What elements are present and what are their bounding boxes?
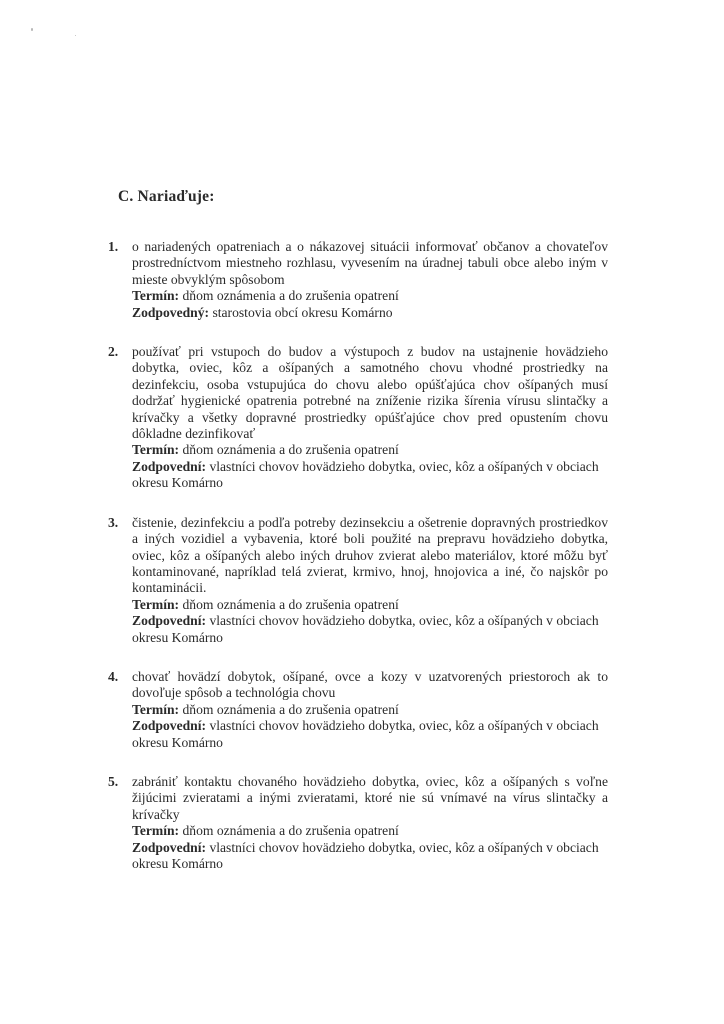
- responsible-value: starostovia obcí okresu Komárno: [209, 304, 393, 320]
- term-line: [132, 288, 608, 304]
- term-value: dňom oznámenia a do zrušenia opatrení: [179, 288, 399, 304]
- responsible-label: Zodpovední:: [132, 839, 207, 855]
- ordinance-item: [108, 344, 608, 492]
- item-text: používať pri vstupoch do budov a výstupoch z budov na ustajnenie hovädzieho dobytka, oviec, kôz a ošípaných a samotného chovu vhodné prostriedky na dezinfekciu, osoba vstupujúca do chovu alebo opúšťajúca chov ošípaných musí dodržať hygienické opatrenia potrebné na zníženie rizika šírenia vírusu slintačky a krívačky a všetky dopravné prostriedky opúšťajúce chov pred opustením chovu dôkladne dezinfikovať: [132, 344, 608, 442]
- item-number: 4.: [108, 668, 119, 684]
- term-value: dňom oznámenia a do zrušenia opatrení: [179, 596, 399, 612]
- responsible-label: Zodpovedný:: [132, 304, 210, 320]
- item-number: 1.: [108, 239, 119, 254]
- responsible-line: [132, 718, 608, 751]
- term-label: Termín:: [132, 701, 180, 717]
- responsible-label: Zodpovední:: [132, 613, 207, 629]
- responsible-value: vlastníci chovov hovädzieho dobytka, oviec, kôz a ošípaných v obciach okresu Komárno: [132, 613, 599, 645]
- scan-speck: [31, 28, 33, 31]
- item-text: chovať hovädzí dobytok, ošípané, ovce a kozy v uzatvorených priestoroch ak to dovoľuje spôsob a technológia chovu: [132, 668, 608, 701]
- ordinance-item: [108, 515, 608, 646]
- ordinance-list: [108, 239, 608, 872]
- term-line: [132, 702, 608, 718]
- responsible-line: [132, 459, 608, 492]
- item-text: čistenie, dezinfekciu a podľa potreby dezinsekciu a ošetrenie dopravných prostriedkov a iných vozidiel a vybavenia, ktoré boli použité na prepravu hovädzieho dobytka, oviec, kôz a ošípaných alebo iných druhov zvierat alebo materiálov, ktoré môžu byť kontaminované, napríklad telá zvierat, krmivo, hnoj, hnojovica a iné, čo najskôr po kontaminácii.: [132, 514, 608, 596]
- term-label: Termín:: [132, 288, 180, 304]
- term-label: Termín:: [132, 823, 180, 839]
- section-heading: C. Nariaďuje:: [118, 188, 215, 205]
- responsible-value: vlastníci chovov hovädzieho dobytka, oviec, kôz a ošípaných v obciach okresu Komárno: [132, 839, 599, 871]
- scan-speck: [75, 35, 76, 36]
- term-label: Termín:: [132, 442, 180, 458]
- item-text: o nariadených opatreniach a o nákazovej situácii informovať občanov a chovateľov prostredníctvom miestneho rozhlasu, vyvesením na úradnej tabuli obce alebo iným v mieste obvyklým spôsobom: [132, 239, 608, 287]
- item-text: zabrániť kontaktu chovaného hovädzieho dobytka, oviec, kôz a ošípaných s voľne žijúcimi zvieratami a inými zvieratami, ktoré nie sú vnímavé na vírus slintačky a krívačky: [132, 773, 608, 822]
- responsible-label: Zodpovední:: [132, 458, 207, 474]
- term-value: dňom oznámenia a do zrušenia opatrení: [179, 701, 399, 717]
- term-value: dňom oznámenia a do zrušenia opatrení: [179, 823, 399, 839]
- responsible-line: [132, 613, 608, 646]
- ordinance-item: [108, 239, 608, 321]
- ordinance-item: [108, 774, 608, 872]
- term-label: Termín:: [132, 596, 180, 612]
- ordinance-item: [108, 669, 608, 751]
- term-value: dňom oznámenia a do zrušenia opatrení: [179, 442, 399, 458]
- item-number: 3.: [108, 514, 119, 530]
- responsible-value: vlastníci chovov hovädzieho dobytka, oviec, kôz a ošípaných v obciach okresu Komárno: [132, 718, 599, 750]
- item-number: 5.: [108, 773, 119, 789]
- responsible-line: [132, 840, 608, 873]
- term-line: [132, 442, 608, 458]
- responsible-value: vlastníci chovov hovädzieho dobytka, oviec, kôz a ošípaných v obciach okresu Komárno: [132, 458, 599, 491]
- responsible-label: Zodpovední:: [132, 718, 207, 734]
- item-number: 2.: [108, 344, 119, 360]
- responsible-line: [132, 305, 608, 321]
- term-line: [132, 597, 608, 613]
- term-line: [132, 823, 608, 839]
